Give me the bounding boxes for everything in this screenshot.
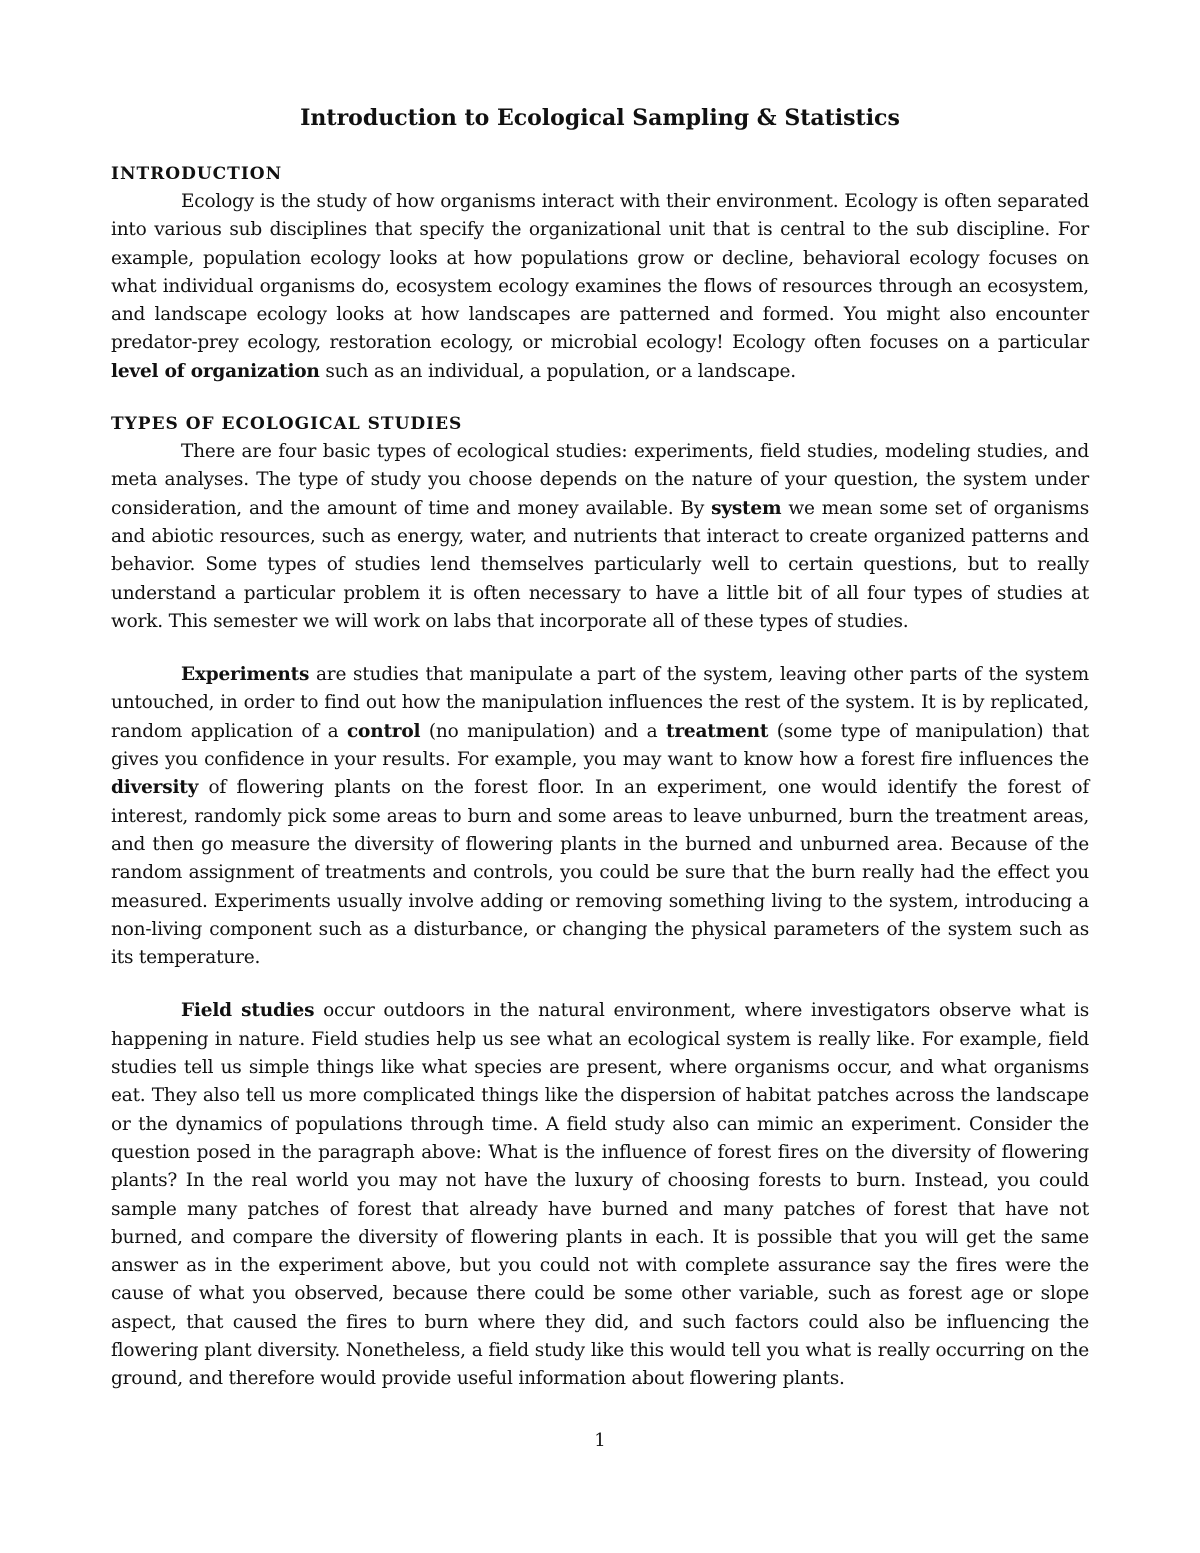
paragraph-text: There are four basic types of ecological studies: experiments, field studies, modeling studies, and meta analyses. The type of study you choose depends on the nature of your question, the system under consideration, and the amount of time and money available. By [111,441,1089,519]
paragraph-text: occur outdoors in the natural environment, where investigators observe what is happening in nature. Field studies help us see what an ecological system is really like. For example, field studies tell us simple things like what species are present, where organisms occur, and what organisms eat. They also tell us more complicated things like the dispersion of habitat patches across the landscape or the dynamics of populations through time. A field study also can mimic an experiment. Consider the question posed in the paragraph above: What is the influence of forest fires on the diversity of flowering plants? In the real world you may not have the luxury of choosing forests to burn. Instead, you could sample many patches of forest that already have burned and many patches of forest that have not burned, and compare the diversity of flowering plants in each. It is possible that you will get the same answer as in the experiment above, but you could not with complete assurance say the fires were the cause of what you observed, because there could be some other variable, such as forest age or slope aspect, that caused the fires to burn where they did, and such factors could also be influencing the flowering plant diversity. Nonetheless, a field study like this would tell you what is really occurring on the ground, and therefore would provide useful information about flowering plants. [111,1000,1089,1390]
key-term-treatment: treatment [666,720,769,742]
key-term-control: control [346,720,421,742]
key-term-field-studies: Field studies [181,1000,315,1022]
key-term-level-of-organization: level of organization [111,360,320,382]
key-term-system: system [711,497,782,519]
paragraph-text: (no manipulation) and a [420,720,667,742]
paragraph-introduction [111,188,1089,386]
section-heading-introduction: INTRODUCTION [111,164,283,184]
key-term-experiments: Experiments [181,664,310,686]
key-term-diversity: diversity [111,777,199,799]
paragraph-text: we mean some set of organisms and abiotic resources, such as energy, water, and nutrients that interact to create organized patterns and behavior. Some types of studies lend themselves particularly well to certain questions, but to really understand a particular problem it is often necessary to have a little bit of all four types of studies at work. This semester we will work on labs that incorporate all of these types of studies. [111,497,1089,632]
document-title: Introduction to Ecological Sampling & Statistics [300,105,900,131]
paragraph-text: (some type of manipulation) that gives you confidence in your results. For example, you may want to know how a forest fire influences the [111,720,1090,771]
paragraph-text: are studies that manipulate a part of the system, leaving other parts of the system untouched, in order to find out how the manipulation influences the rest of the system. It is by replicated, random application of a [111,664,1089,742]
paragraph-types [111,438,1089,636]
section-heading-types: TYPES OF ECOLOGICAL STUDIES [111,414,463,435]
paragraph-text: such as an individual, a population, or a landscape. [319,360,796,382]
document-page [111,104,1089,1394]
paragraph-field-studies [111,997,1089,1393]
paragraph-text: of flowering plants on the forest floor. In an experiment, one would identify the forest of interest, randomly pick some areas to burn and some areas to leave unburned, burn the treatment areas, and then go measure the diversity of flowering plants in the burned and unburned area. Because of the random assignment of treatments and controls, you could be sure that the burn really had the effect you measured. Experiments usually involve adding or removing something living to the system, introducing a non-living component such as a disturbance, or changing the physical parameters of the system such as its temperature. [111,777,1089,969]
paragraph-experiments [111,661,1089,972]
paragraph-text: Ecology is the study of how organisms interact with their environment. Ecology is often separated into various sub disciplines that specify the organizational unit that is central to the sub discipline. For example, population ecology looks at how populations grow or decline, behavioral ecology focuses on what individual organisms do, ecosystem ecology examines the flows of resources through an ecosystem, and landscape ecology looks at how landscapes are patterned and formed. You might also encounter predator-prey ecology, restoration ecology, or microbial ecology! Ecology often focuses on a particular [111,191,1089,354]
page-number: 1 [594,1430,606,1451]
